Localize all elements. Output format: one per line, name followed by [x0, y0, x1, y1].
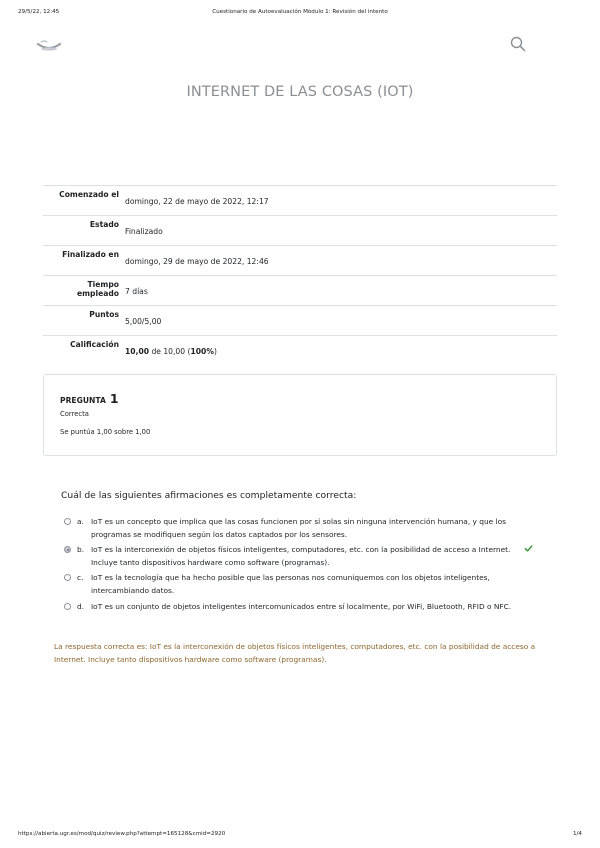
grade-out-of: de 10,00 ( [149, 347, 191, 356]
answer-letter: b. [77, 545, 85, 554]
question-grade: Se puntúa 1,00 sobre 1,00 [60, 428, 151, 436]
summary-row-time-taken [43, 276, 557, 306]
answer-text-line: IoT es un conjunto de objetos inteligentes intercomunicados entre sí localmente, por WiFi, Bluetooth, RFID o NFC. [91, 602, 512, 611]
question-info-box [43, 374, 557, 456]
grade-percent: 100% [190, 347, 214, 356]
summary-row-started [43, 186, 557, 216]
summary-value: 5,00/5,00 [125, 317, 162, 326]
answer-text [91, 601, 521, 614]
answer-text-line: programas se modifiquen según los datos captados por los sensores. [91, 529, 348, 539]
summary-value: 7 días [125, 287, 148, 296]
answer-text-line: Incluye tanto dispositivos hardware como software (programas). [91, 557, 330, 567]
question-state: Correcta [60, 410, 89, 418]
summary-value: domingo, 29 de mayo de 2022, 12:46 [125, 257, 269, 266]
summary-label: Finalizado en [62, 250, 119, 259]
grade-score: 10,00 [125, 347, 150, 356]
summary-row-completed [43, 246, 557, 276]
correct-answer-feedback [54, 640, 544, 666]
site-logo-icon[interactable] [36, 38, 62, 54]
print-footer [0, 831, 600, 841]
summary-row-marks [43, 306, 557, 336]
radio-button[interactable] [64, 518, 71, 525]
summary-row-state [43, 216, 557, 246]
radio-button[interactable] [64, 574, 71, 581]
course-title: INTERNET DE LAS COSAS (IOT) [186, 84, 414, 100]
grade-value [125, 347, 217, 356]
page-number: 1/4 [572, 831, 582, 837]
summary-label: Puntos [89, 310, 119, 319]
correct-check-icon [524, 544, 533, 553]
question-text: Cuál de las siguientes afirmaciones es completamente correcta: [61, 490, 357, 501]
answer-text [91, 516, 521, 541]
print-header [0, 9, 600, 19]
answer-text [91, 544, 521, 569]
radio-button-selected[interactable] [64, 546, 71, 553]
question-heading-label: PREGUNTA [60, 396, 106, 405]
grade-close: ) [213, 347, 217, 356]
print-url: https://abierta.ugr.es/mod/quiz/review.php?attempt=165128&cmid=2920 [18, 831, 226, 837]
print-title: Cuestionario de Autoevaluación Módulo 1: Revisión del intento [212, 9, 388, 15]
summary-label: Estado [89, 220, 119, 229]
answer-text-line: IoT es la tecnología que ha hecho posible que las personas nos comuniquemos con los objetos inteligentes, [91, 573, 490, 582]
summary-value: Finalizado [125, 227, 163, 236]
search-icon[interactable] [510, 36, 526, 52]
answer-text-line: IoT es un concepto que implica que las cosas funcionen por sí solas sin ninguna intervención humana, y que los [91, 517, 506, 526]
answer-letter: c. [77, 573, 84, 582]
summary-label: Comenzado el [59, 190, 119, 199]
radio-button[interactable] [64, 603, 71, 610]
feedback-line: Internet. Incluye tanto dispositivos hardware como software (programas). [54, 655, 327, 664]
answer-letter: a. [77, 517, 84, 526]
summary-label: Calificación [70, 340, 119, 349]
question-heading [60, 391, 119, 406]
attempt-summary-table [43, 185, 557, 366]
summary-row-grade [43, 336, 557, 366]
question-number: 1 [109, 391, 119, 406]
answer-text-line: IoT es la interconexión de objetos físicos inteligentes, computadores, etc. con la posibilidad de acceso a Internet. [91, 545, 511, 554]
feedback-line: La respuesta correcta es: IoT es la interconexión de objetos físicos inteligentes, computadores, etc. con la posibilidad de acceso a [54, 642, 536, 651]
answer-letter: d. [77, 602, 85, 611]
summary-label: Tiempo empleado [76, 280, 119, 298]
answer-text-line: intercambiando datos. [91, 585, 175, 595]
answer-text [91, 572, 521, 597]
summary-value: domingo, 22 de mayo de 2022, 12:17 [125, 197, 269, 206]
print-date: 29/5/22, 12:45 [18, 9, 60, 15]
